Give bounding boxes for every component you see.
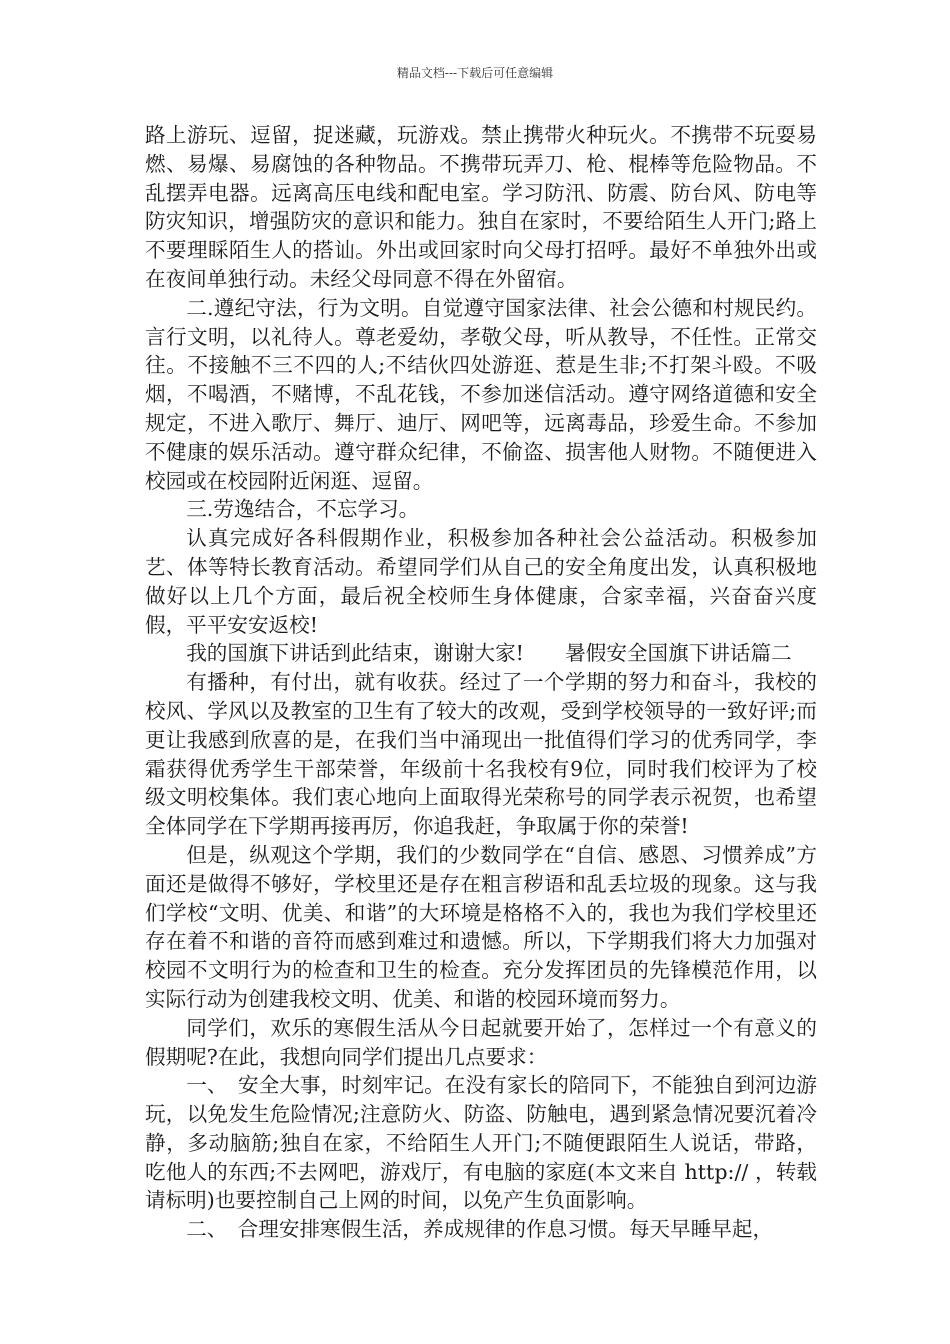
paragraph-1: 路上游玩、逗留，捉迷藏，玩游戏。禁止携带火种玩火。不携带不玩耍易燃、易爆、易腐蚀的各种物品。不携带玩弄刀、枪、棍棒等危险物品。不乱摆弄电器。远离高压电线和配电室。学习防汛、防震、防台风、防电等防灾知识，增强防灾的意识和能力。独自在家时，不要给陌生人开门;路上不要理睬陌生人的搭讪。外出或回家时向父母打招呼。最好不单独外出或在夜间单独行动。未经父母同意不得在外留宿。 <box>145 123 817 291</box>
paragraph-4: 认真完成好各科假期作业，积极参加各种社会公益活动。积极参加艺、体等特长教育活动。希望同学们从自己的安全角度出发，认真积极地做好以上几个方面，最后祝全校师生身体健康，合家幸福，兴奋奋兴度假，平平安安返校! <box>145 526 817 637</box>
paragraph-7: 但是，纵观这个学期，我们的少数同学在“自信、感恩、习惯养成”方面还是做得不够好，学校里还是存在粗言秽语和乱丢垃圾的现象。这与我们学校“文明、优美、和谐”的大环境是格格不入的，我也为我们学校里还存在着不和谐的音符而感到难过和遗憾。所以，下学期我们将大力加强对校园不文明行为的检查和卫生的检查。充分发挥团员的先锋模范作用，以实际行动为创建我校文明、优美、和谐的校园环境而努力。 <box>145 842 817 1011</box>
paragraph-5: 我的国旗下讲话到此结束，谢谢大家! 暑假安全国旗下讲话篇二 <box>186 641 792 666</box>
paragraph-9: 一、 安全大事，时刻牢记。在没有家长的陪同下，不能独自到河边游玩，以免发生危险情况;注意防火、防盗、防触电，遇到紧急情况要沉着冷静，多动脑筋;独自在家，不给陌生人开门;不随便跟陌生人说话，带路，吃他人的东西;不去网吧，游戏厅，有电脑的家庭(本文来自 http:// ，转载请标明)也要控制自己上网的时间，以免产生负面影响。 <box>145 1073 817 1213</box>
page-header: 精品文档---下载后可任意编辑 <box>396 66 554 80</box>
paragraph-10: 二、 合理安排寒假生活，养成规律的作息习惯。每天早睡早起， <box>186 1217 774 1242</box>
paragraph-3: 三.劳逸结合，不忘学习。 <box>186 497 420 522</box>
paragraph-8: 同学们，欢乐的寒假生活从今日起就要开始了，怎样过一个有意义的假期呢?在此，我想向同学们提出几点要求： <box>145 1015 817 1069</box>
document-body <box>145 121 817 1244</box>
paragraph-2: 二.遵纪守法，行为文明。自觉遵守国家法律、社会公德和村规民约。言行文明，以礼待人。尊老爱幼，孝敬父母，听从教导，不任性。正常交往。不接触不三不四的人;不结伙四处游逛、惹是生非;不打架斗殴。不吸烟，不喝酒，不赌博，不乱花钱，不参加迷信活动。遵守网络道德和安全规定，不进入歌厅、舞厅、迪厅、网吧等，远离毒品，珍爱生命。不参加不健康的娱乐活动。遵守群众纪律，不偷盗、损害他人财物。不随便进入校园或在校园附近闲逛、逗留。 <box>145 295 817 493</box>
paragraph-6: 有播种，有付出，就有收获。经过了一个学期的努力和奋斗，我校的校风、学风以及教室的卫生有了较大的改观，受到学校领导的一致好评;而更让我感到欣喜的是，在我们当中涌现出一批值得们学习的优秀同学，李霜获得优秀学生干部荣誉，年级前十名我校有9位，同时我们校评为了校级文明校集体。我们衷心地向上面取得光荣称号的同学表示祝贺，也希望全体同学在下学期再接再厉，你追我赶，争取属于你的荣誉! <box>145 670 817 839</box>
